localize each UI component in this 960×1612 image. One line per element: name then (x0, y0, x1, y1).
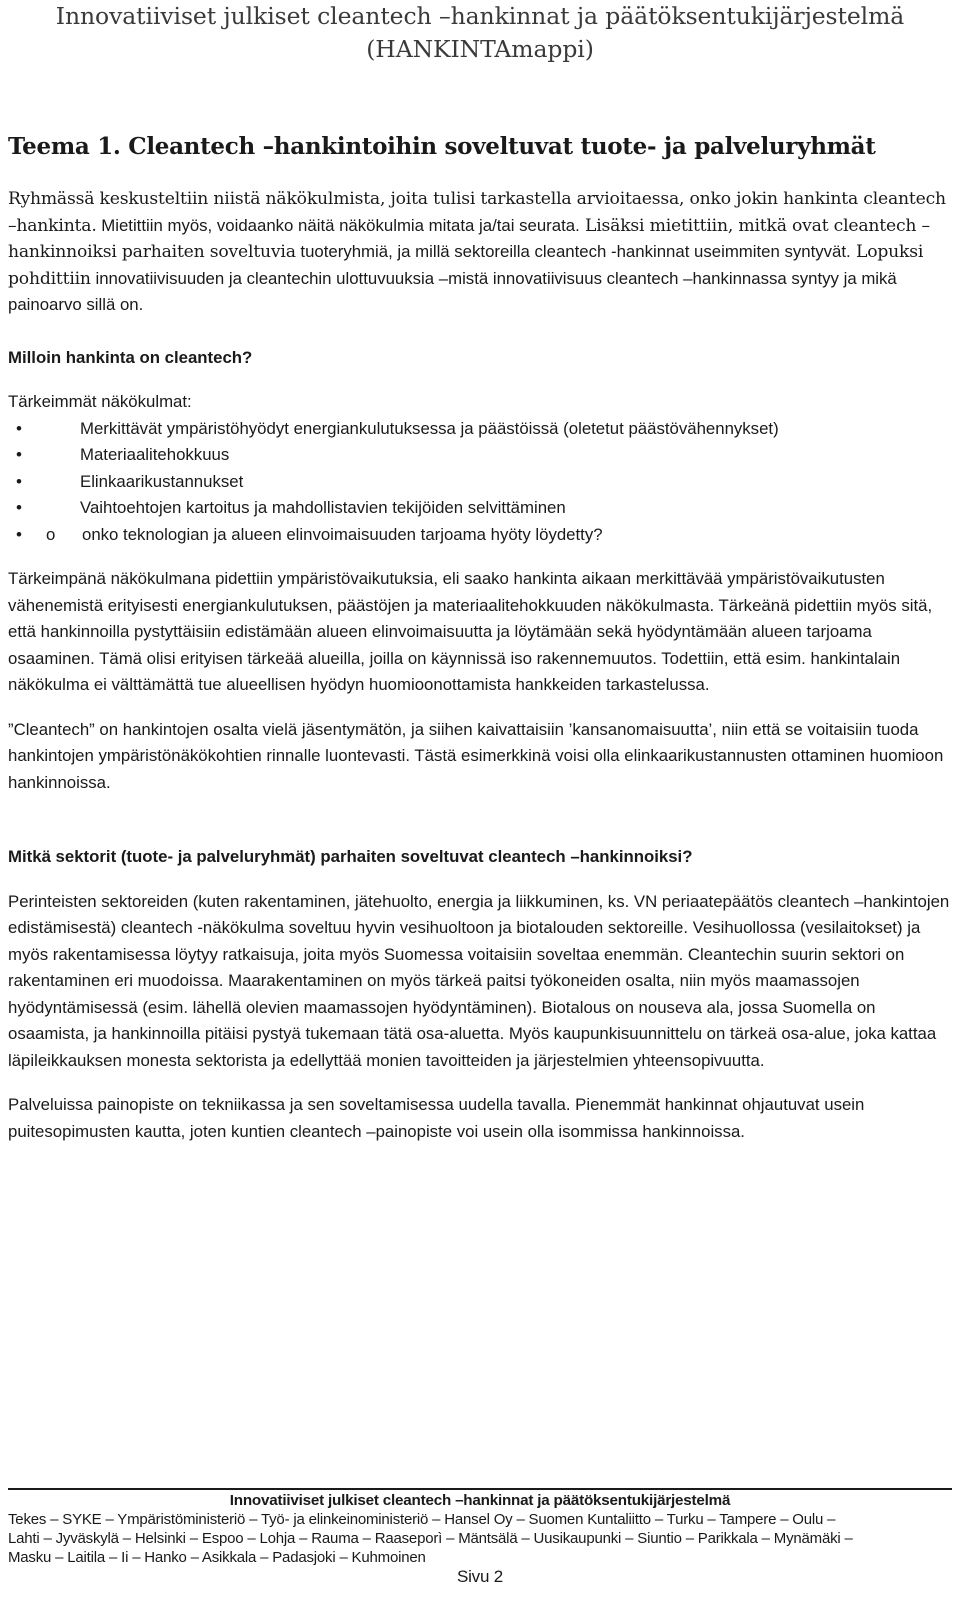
header-title-line-2: (HANKINTAmappi) (366, 35, 594, 63)
intro-text-1: Ryhmässä keskusteltiin niistä näkökulmista, joita tulisi tarkastella arvioitaessa, onko jokin hankinta cleantech –hankinta. (8, 189, 946, 236)
intro-paragraph (8, 186, 952, 319)
footer-partners-line-1: Tekes – SYKE – Ympäristöministeriö – Työ- ja elinkeinoministeriö – Hansel Oy – Suomen Kuntaliitto – Turku – Tampere – Oulu – (8, 1511, 836, 1528)
key-points-label: Tärkeimmät näkökulmat: (8, 392, 192, 411)
list-item: • Vaihtoehtojen kartoitus ja mahdollistavien tekijöiden selvittäminen (8, 495, 952, 522)
key-points-list (8, 416, 952, 549)
intro-text-6: innovatiivisuuden ja cleantechin ulottuvuuksia –mistä innovatiivisuus cleantech –hankinnassa syntyy ja mikä painoarvo sillä on. (8, 268, 897, 314)
footer-divider (8, 1488, 952, 1490)
header-title-line-1: Innovatiiviset julkiset cleantech –hankinnat ja päätöksentukijärjestelmä (55, 2, 905, 30)
subheading-sectors: Mitkä sektorit (tuote- ja palveluryhmät) parhaiten soveltuvat cleantech –hankinnoiksi? (8, 847, 693, 866)
intro-text-5: Lopuksi pohdittiin (8, 242, 924, 289)
list-item: • Materiaalitehokkuus (8, 442, 952, 469)
page-footer (8, 1491, 952, 1587)
footer-title: Innovatiiviset julkiset cleantech –hankinnat ja päätöksentukijärjestelmä (229, 1492, 731, 1509)
theme-heading: Teema 1. Cleantech –hankintoihin soveltuvat tuote- ja palveluryhmät (8, 133, 876, 160)
subheading-when-cleantech: Milloin hankinta on cleantech? (8, 347, 253, 367)
intro-text-2: Mietittiin myös, voidaanko näitä näkökulmia mitata ja/tai seurata. (96, 215, 580, 235)
paragraph-services: Palveluissa painopiste on tekniikassa ja sen soveltamisessa uudella tavalla. Pienemmät hankinnat ohjautuvat usein puitesopimusten kautta, joten kuntien cleantech –painopiste voi usein olla isommissa hankinnoissa. (8, 1095, 865, 1141)
document-body (8, 132, 952, 1145)
list-item: • Merkittävät ympäristöhyödyt energiankulutuksessa ja päästöissä (oletetut päästövähennykset) (8, 416, 952, 443)
sub-list-item: o • onko teknologian ja alueen elinvoimaisuuden tarjoama hyöty löydetty? (8, 522, 952, 549)
list-item: • Elinkaarikustannukset (8, 469, 952, 496)
intro-text-3: Lisäksi mietittiin, mitkä ovat cleantech –hankinnoiksi parhaiten soveltuvia (8, 215, 930, 262)
running-header (0, 0, 960, 66)
paragraph-cleantech-unstructured: ”Cleantech” on hankintojen osalta vielä jäsentymätön, ja siihen kaivattaisiin ’kansanomaisuutta’, niin että se voitaisiin tuoda hankintojen ympäristönäkökohtien rinnalle luontevasti. Tästä esimerkkinä voisi olla elinkaarikustannusten ottaminen huomioon hankinnoissa. (8, 719, 944, 792)
sub-list (8, 522, 952, 549)
footer-partners-line-2: Lahti – Jyväskylä – Helsinki – Espoo – Lohja – Rauma – Raaseporì – Mäntsälä – Uusikaupunki – Siuntio – Parikkala – Mynämäki – (8, 1530, 853, 1547)
paragraph-environmental-impacts: Tärkeimpänä näkökulmana pidettiin ympäristövaikutuksia, eli saako hankinta aikaan merkittävää ympäristövaikutusten vähenemistä erityisesti energiankulutuksen, päästöjen ja materiaalitehokkuuden näkökulmasta. Tärkeänä pidettiin myös sitä, että hankinnoilla pystyttäisiin edistämään alueen elinvoimaisuutta ja löytämään sekä hyödyntämään alueen tarjoama osaaminen. Tämä olisi erityisen tärkeää alueilla, joilla on käynnissä iso rakennemuutos. Todettiin, että esim. hankintalain näkökulma ei välttämättä tue alueellisen hyödyn huomioonottamista hankkeiden tarkastelussa. (8, 569, 933, 694)
paragraph-sectors: Perinteisten sektoreiden (kuten rakentaminen, jätehuolto, energia ja liikkuminen, ks. VN periaatepäätös cleantech –hankintojen edistämisestä) cleantech -näkökulma soveltuu hyvin vesihuoltoon ja biotalouden sektoreille. Vesihuollossa (vesilaitokset) ja myös rakentamisessa löytyy ratkaisuja, joita myös Suomessa voitaisiin soveltaa enemmän. Cleantechin suurin sektori on rakentaminen eri muodoissa. Maarakentaminen on myös tärkeä paitsi työkoneiden osalta, niin myös maamassojen hyödyntämisessä (esim. lähellä olevien maamassojen hyödyntäminen). Biotalous on nouseva ala, jossa Suomella on osaamista, ja hankinnoilla pitäisi pystyä tukemaan tätä osa-aluetta. Myös kaupunkisuunnittelu on tärkeä osa-alue, joka kattaa läpileikkauksen monesta sektorista ja edellyttää monien tavoitteiden ja järjestelmien yhteensopivuutta. (8, 891, 950, 1070)
intro-text-4: tuoteryhmiä, ja millä sektoreilla cleantech -hankinnat useimmiten syntyvät. (295, 242, 851, 261)
sub-list-container (8, 522, 952, 549)
footer-partners-line-3: Masku – Laitila – Ii – Hanko – Asikkala – Padasjoki – Kuhmoinen (8, 1549, 426, 1566)
page-number: Sivu 2 (456, 1567, 504, 1586)
